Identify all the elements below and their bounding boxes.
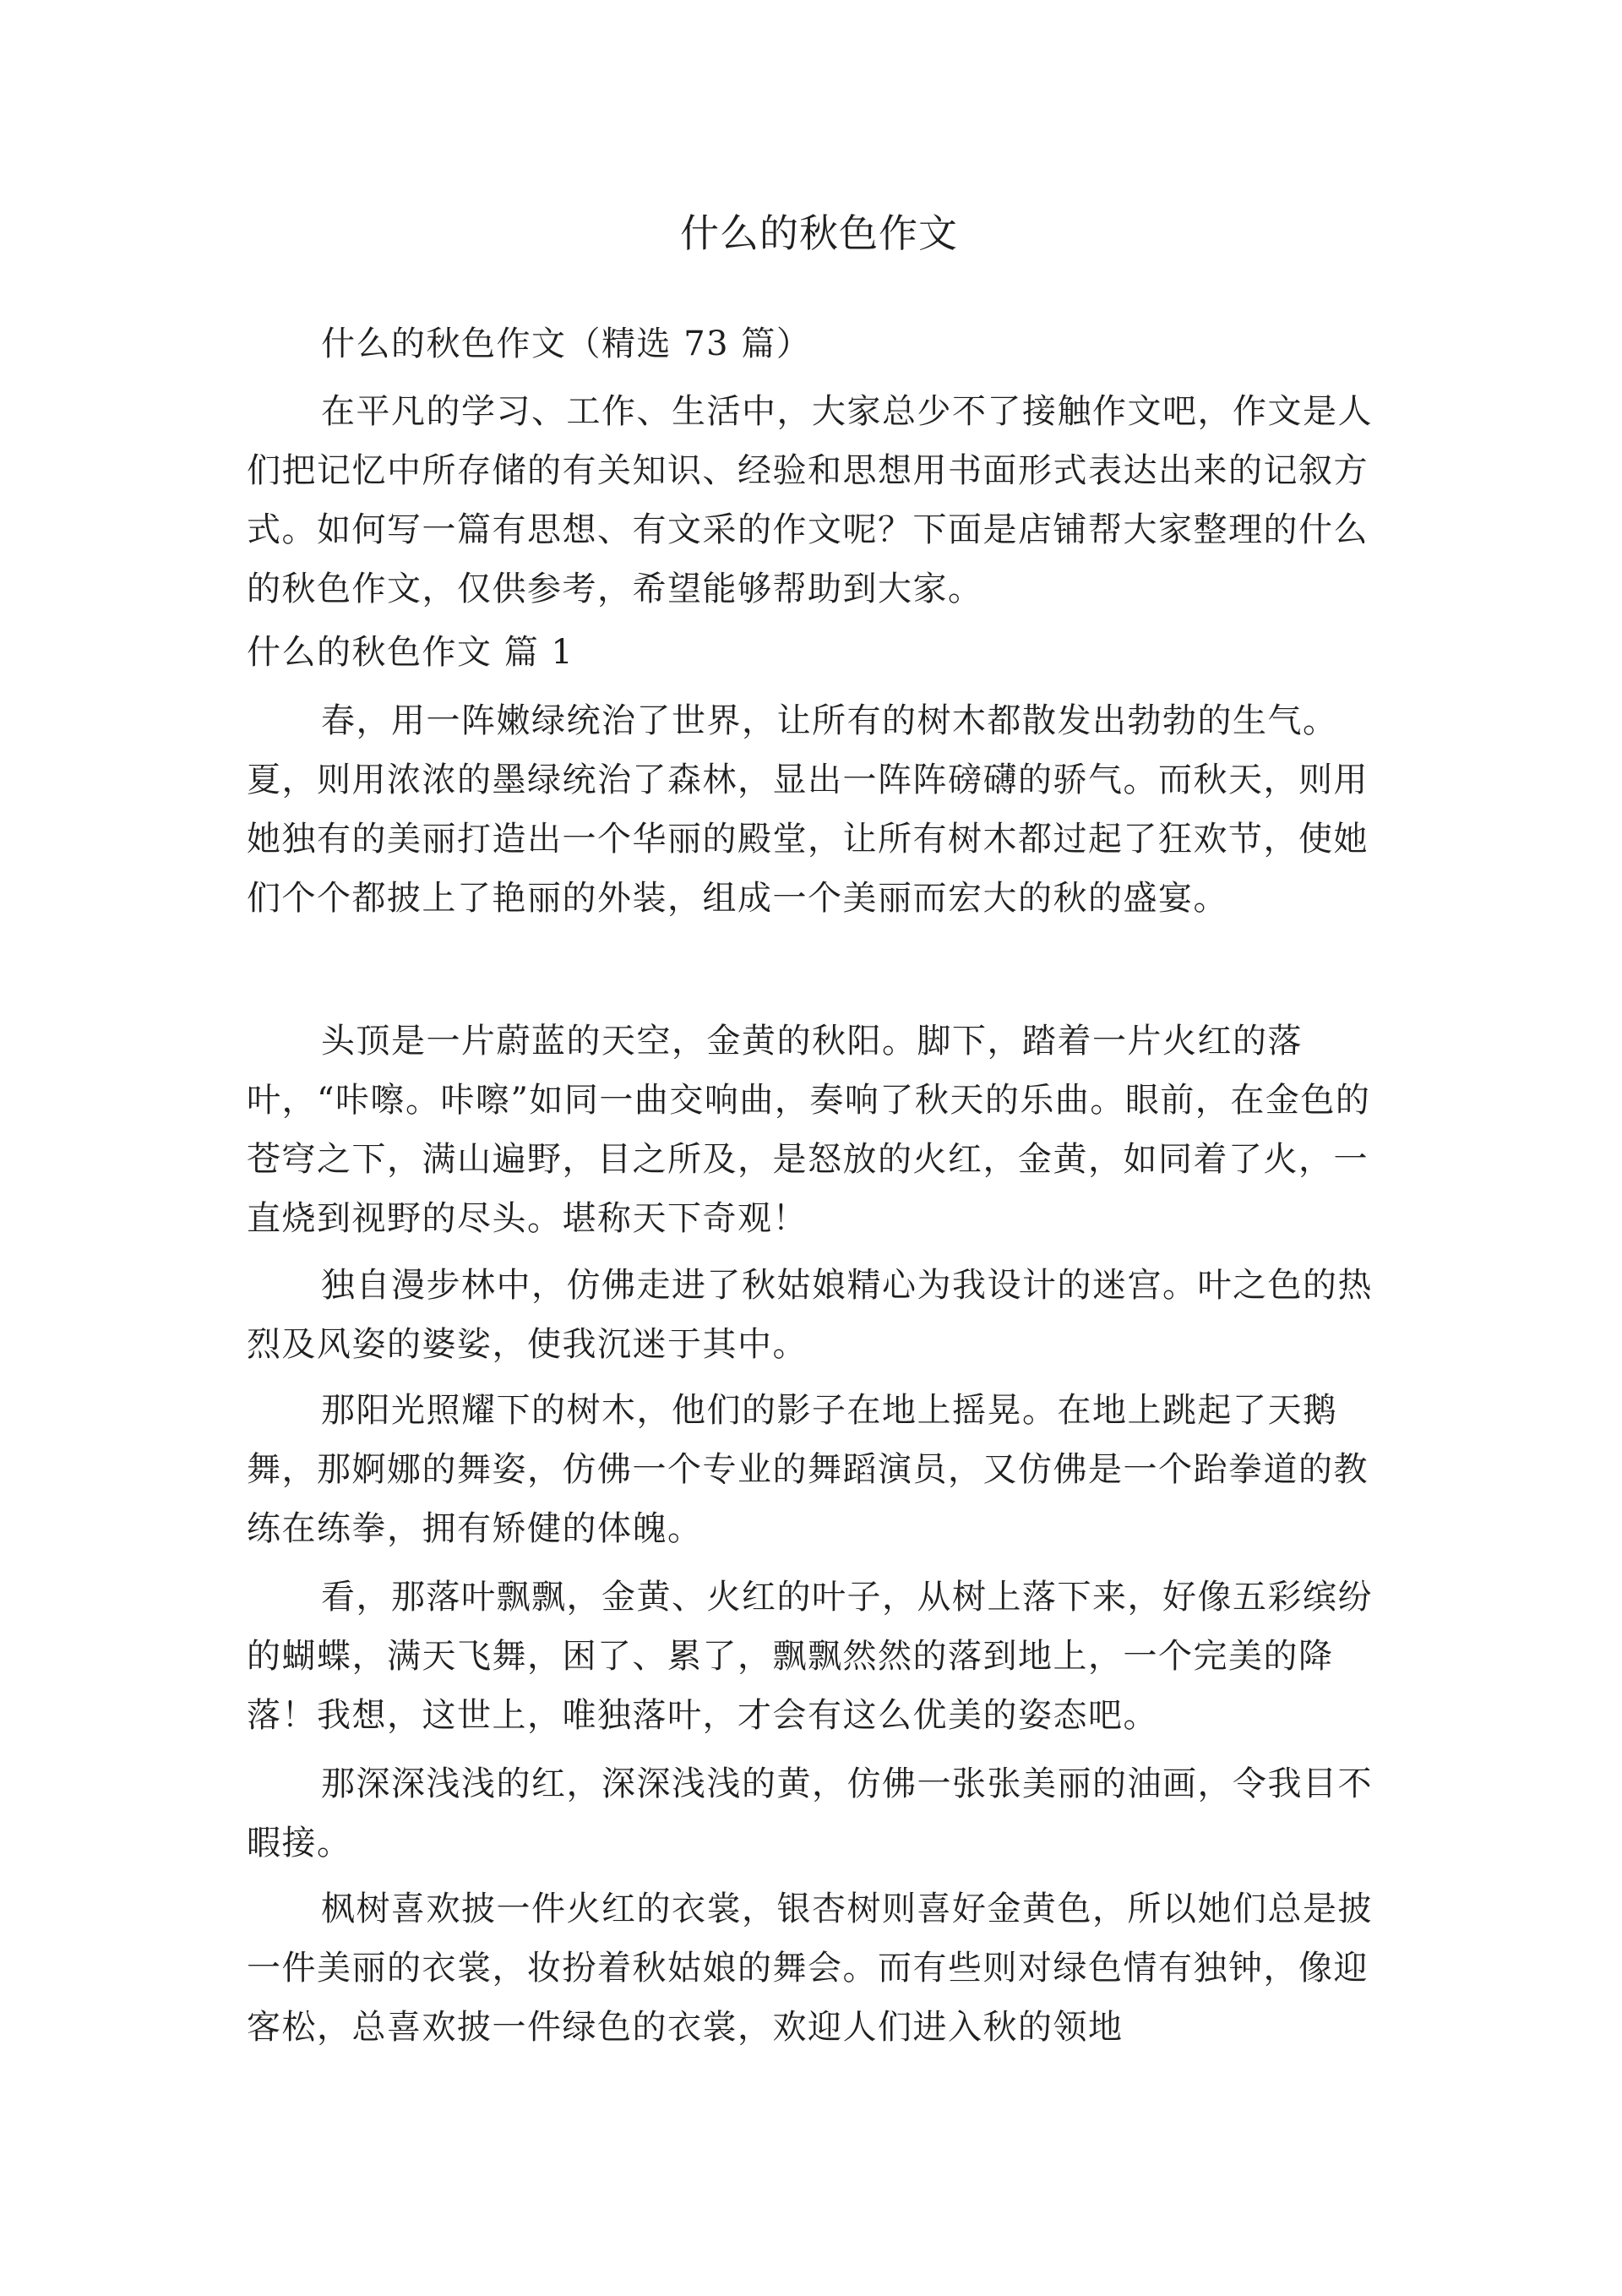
paragraph-3: 独自漫步林中，仿佛走进了秋姑娘精心为我设计的迷宫。叶之色的热烈及风姿的婆娑，使我沉迷于其中。 [247, 1266, 1373, 1364]
paragraph-2: 头顶是一片蔚蓝的天空，金黄的秋阳。脚下，踏着一片火红的落叶，“咔嚓。咔嚓”如同一曲交响曲，奏响了秋天的乐曲。眼前，在金色的苍穹之下，满山遍野，目之所及，是怒放的火红，金黄，如同着了火，一直烧到视野的尽头。堪称天下奇观！ [247, 1022, 1371, 1238]
section-heading: 什么的秋色作文 篇 1 [247, 633, 574, 672]
paragraph-1: 春，用一阵嫩绿统治了世界，让所有的树木都散发出勃勃的生气。夏，则用浓浓的墨绿统治了森林，显出一阵阵磅礴的骄气。而秋天，则用她独有的美丽打造出一个华丽的殿堂，让所有树木都过起了狂欢节，使她们个个都披上了艳丽的外装，组成一个美丽而宏大的秋的盛宴。 [247, 701, 1369, 918]
paragraph-4: 那阳光照耀下的树木，他们的影子在地上摇晃。在地上跳起了天鹅舞，那婀娜的舞姿，仿佛一个专业的舞蹈演员，又仿佛是一个跆拳道的教练在练拳，拥有矫健的体魄。 [247, 1391, 1369, 1548]
paragraph-7: 枫树喜欢披一件火红的衣裳，银杏树则喜好金黄色，所以她们总是披一件美丽的衣裳，妆扮着秋姑娘的舞会。而有些则对绿色情有独钟，像迎客松，总喜欢披一件绿色的衣裳，欢迎人们进入秋的领地 [247, 1890, 1373, 2047]
intro-paragraph: 在平凡的学习、工作、生活中，大家总少不了接触作文吧，作文是人们把记忆中所存储的有关知识、经验和思想用书面形式表达出来的记叙方式。如何写一篇有思想、有文采的作文呢？下面是店铺帮大家整理的什么的秋色作文，仅供参考，希望能够帮助到大家。 [247, 392, 1373, 608]
paragraph-6: 那深深浅浅的红，深深浅浅的黄，仿佛一张张美丽的油画，令我目不暇接。 [247, 1764, 1373, 1862]
document-title: 什么的秋色作文 [680, 210, 958, 256]
document-subtitle: 什么的秋色作文（精选 73 篇） [321, 324, 812, 363]
paragraph-5: 看，那落叶飘飘，金黄、火红的叶子，从树上落下来，好像五彩缤纷的蝴蝶，满天飞舞，困了、累了，飘飘然然的落到地上，一个完美的降落！我想，这世上，唯独落叶，才会有这么优美的姿态吧。 [247, 1578, 1373, 1735]
